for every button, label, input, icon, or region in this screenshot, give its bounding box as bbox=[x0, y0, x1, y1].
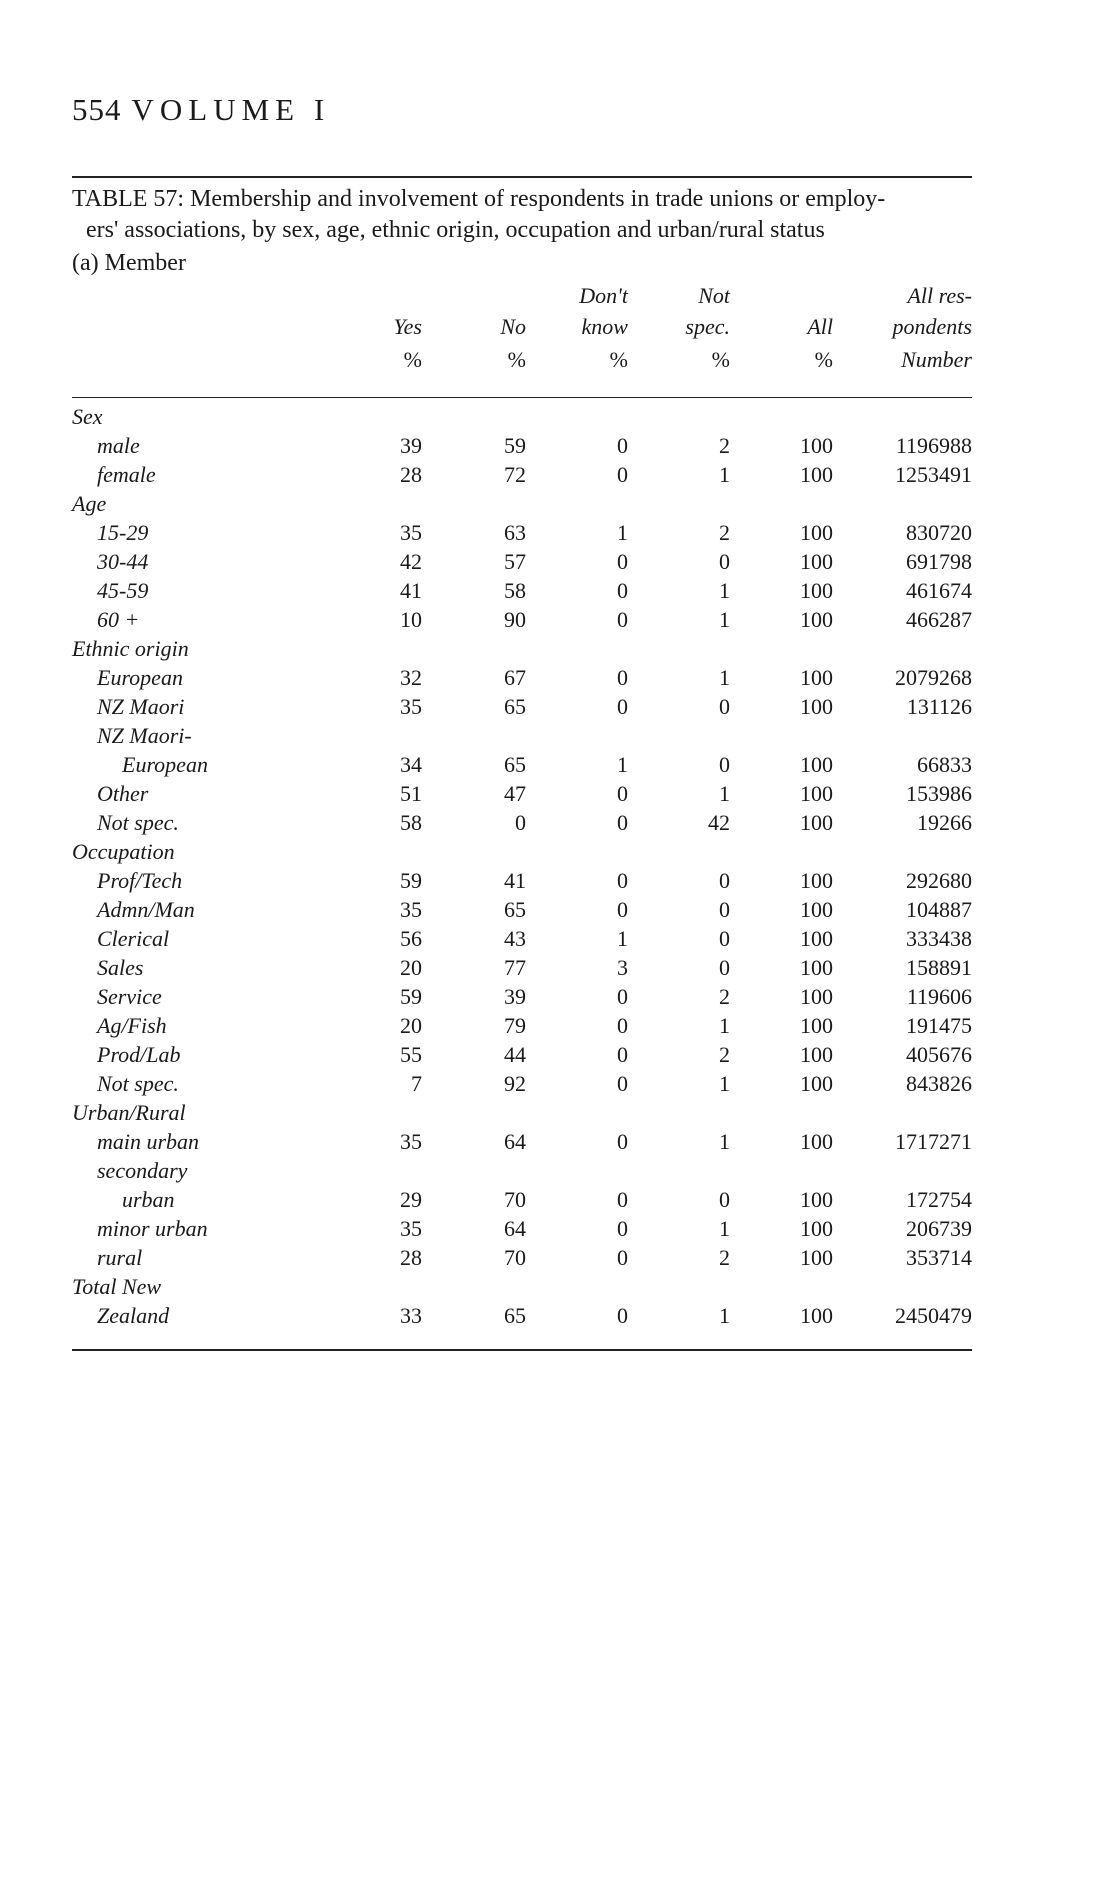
row-label: NZ Maori bbox=[97, 694, 185, 719]
cell-yes: 35 bbox=[400, 1216, 422, 1241]
cell-no: 63 bbox=[504, 520, 526, 545]
table-row bbox=[72, 605, 972, 634]
cell-num: 153986 bbox=[906, 781, 972, 806]
cell-all: 100 bbox=[800, 607, 833, 632]
cell-yes: 10 bbox=[400, 607, 422, 632]
cell-yes: 55 bbox=[400, 1042, 422, 1067]
row-label: rural bbox=[97, 1245, 143, 1270]
cell-ns: 0 bbox=[719, 926, 730, 951]
cell-all: 100 bbox=[800, 462, 833, 487]
col-header-yes: Yes bbox=[393, 314, 422, 339]
cell-num: 466287 bbox=[906, 607, 972, 632]
cell-dk: 1 bbox=[617, 752, 628, 777]
cell-no: 65 bbox=[504, 752, 526, 777]
cell-num: 843826 bbox=[906, 1071, 972, 1096]
cell-dk: 0 bbox=[617, 984, 628, 1009]
cell-no: 65 bbox=[504, 1303, 526, 1328]
cell-num: 1196988 bbox=[895, 433, 972, 458]
table-row bbox=[72, 721, 972, 750]
cell-dk: 0 bbox=[617, 578, 628, 603]
cell-no: 0 bbox=[515, 810, 526, 835]
page-number: 554 bbox=[72, 92, 122, 127]
cell-num: 691798 bbox=[906, 549, 972, 574]
cell-num: 104887 bbox=[906, 897, 972, 922]
cell-dk: 3 bbox=[617, 955, 628, 980]
cell-num: 353714 bbox=[906, 1245, 972, 1270]
cell-dk: 0 bbox=[617, 1303, 628, 1328]
col-header-dont-know: Don't know bbox=[579, 283, 628, 339]
cell-no: 43 bbox=[504, 926, 526, 951]
cell-ns: 1 bbox=[719, 462, 730, 487]
row-label: Urban/Rural bbox=[72, 1100, 186, 1125]
row-label: minor urban bbox=[97, 1216, 208, 1241]
cell-no: 57 bbox=[504, 549, 526, 574]
cell-no: 92 bbox=[504, 1071, 526, 1096]
row-label: main urban bbox=[97, 1129, 200, 1154]
cell-num: 119606 bbox=[906, 984, 972, 1009]
cell-all: 100 bbox=[800, 1129, 833, 1154]
col-header-not-spec: Not spec. bbox=[685, 283, 730, 339]
cell-all: 100 bbox=[800, 926, 833, 951]
col-unit-dont-know: % bbox=[609, 347, 628, 372]
cell-dk: 0 bbox=[617, 607, 628, 632]
cell-yes: 51 bbox=[400, 781, 422, 806]
table-row bbox=[72, 431, 972, 460]
col-unit-not-spec: % bbox=[711, 347, 730, 372]
cell-ns: 1 bbox=[719, 1013, 730, 1038]
cell-yes: 58 bbox=[400, 810, 422, 835]
cell-all: 100 bbox=[800, 433, 833, 458]
cell-all: 100 bbox=[800, 1187, 833, 1212]
cell-ns: 0 bbox=[719, 694, 730, 719]
cell-ns: 2 bbox=[719, 520, 730, 545]
cell-ns: 1 bbox=[719, 1071, 730, 1096]
cell-num: 2450479 bbox=[895, 1303, 972, 1328]
row-label: 60 + bbox=[97, 607, 140, 632]
cell-all: 100 bbox=[800, 1013, 833, 1038]
cell-ns: 0 bbox=[719, 868, 730, 893]
cell-dk: 1 bbox=[617, 926, 628, 951]
caption-line-1: TABLE 57: Membership and involvement of respondents in trade unions or employ- bbox=[72, 186, 886, 212]
table-top-rule bbox=[72, 176, 972, 178]
cell-ns: 0 bbox=[719, 897, 730, 922]
table-row bbox=[72, 1040, 972, 1069]
table-subheading: (a) Member bbox=[72, 250, 186, 276]
cell-no: 65 bbox=[504, 897, 526, 922]
cell-yes: 59 bbox=[400, 868, 422, 893]
cell-num: 292680 bbox=[906, 868, 972, 893]
cell-dk: 0 bbox=[617, 1187, 628, 1212]
cell-ns: 1 bbox=[719, 1303, 730, 1328]
cell-no: 64 bbox=[504, 1216, 526, 1241]
col-header-no: No bbox=[500, 314, 526, 339]
table-row bbox=[72, 547, 972, 576]
table-caption bbox=[72, 184, 972, 246]
cell-no: 39 bbox=[504, 984, 526, 1009]
cell-yes: 7 bbox=[411, 1071, 422, 1096]
cell-yes: 29 bbox=[400, 1187, 422, 1212]
cell-dk: 0 bbox=[617, 694, 628, 719]
cell-all: 100 bbox=[800, 810, 833, 835]
table-header-rule bbox=[72, 397, 972, 398]
table-row bbox=[72, 1069, 972, 1098]
row-label: European bbox=[122, 752, 208, 777]
cell-yes: 39 bbox=[400, 433, 422, 458]
cell-yes: 35 bbox=[400, 897, 422, 922]
row-label: 30-44 bbox=[97, 549, 149, 574]
table-row bbox=[72, 1214, 972, 1243]
cell-dk: 0 bbox=[617, 549, 628, 574]
cell-num: 830720 bbox=[906, 520, 972, 545]
row-label: Sales bbox=[97, 955, 144, 980]
cell-num: 19266 bbox=[917, 810, 972, 835]
cell-dk: 0 bbox=[617, 433, 628, 458]
table-row bbox=[72, 663, 972, 692]
cell-dk: 0 bbox=[617, 810, 628, 835]
cell-no: 41 bbox=[504, 868, 526, 893]
cell-ns: 1 bbox=[719, 1129, 730, 1154]
cell-dk: 0 bbox=[617, 665, 628, 690]
cell-no: 65 bbox=[504, 694, 526, 719]
cell-dk: 0 bbox=[617, 1216, 628, 1241]
table-row bbox=[72, 866, 972, 895]
table-row bbox=[72, 576, 972, 605]
cell-ns: 1 bbox=[719, 607, 730, 632]
cell-yes: 35 bbox=[400, 1129, 422, 1154]
cell-all: 100 bbox=[800, 868, 833, 893]
cell-num: 1717271 bbox=[895, 1129, 972, 1154]
cell-ns: 2 bbox=[719, 1245, 730, 1270]
row-label: Age bbox=[72, 491, 107, 516]
cell-num: 191475 bbox=[906, 1013, 972, 1038]
row-label: male bbox=[97, 433, 140, 458]
row-label: Other bbox=[97, 781, 149, 806]
cell-all: 100 bbox=[800, 1216, 833, 1241]
cell-dk: 0 bbox=[617, 462, 628, 487]
table-row bbox=[72, 518, 972, 547]
row-label: 15-29 bbox=[97, 520, 149, 545]
cell-all: 100 bbox=[800, 549, 833, 574]
row-label: Not spec. bbox=[97, 1071, 179, 1096]
col-header-all: All bbox=[807, 314, 833, 339]
table-row bbox=[72, 924, 972, 953]
cell-ns: 42 bbox=[708, 810, 730, 835]
cell-all: 100 bbox=[800, 1245, 833, 1270]
row-label: Not spec. bbox=[97, 810, 179, 835]
cell-yes: 33 bbox=[400, 1303, 422, 1328]
row-label: Sex bbox=[72, 404, 103, 429]
cell-ns: 1 bbox=[719, 578, 730, 603]
row-label: secondary bbox=[97, 1158, 188, 1183]
cell-all: 100 bbox=[800, 520, 833, 545]
cell-all: 100 bbox=[800, 955, 833, 980]
cell-yes: 42 bbox=[400, 549, 422, 574]
cell-no: 77 bbox=[504, 955, 526, 980]
table-row bbox=[72, 1185, 972, 1214]
cell-no: 79 bbox=[504, 1013, 526, 1038]
table-row bbox=[72, 1011, 972, 1040]
table-group-row bbox=[72, 1098, 972, 1127]
volume-title: VOLUME I bbox=[131, 92, 331, 127]
row-label: Prof/Tech bbox=[97, 868, 183, 893]
cell-ns: 0 bbox=[719, 549, 730, 574]
col-unit-all: % bbox=[814, 347, 833, 372]
cell-dk: 0 bbox=[617, 1245, 628, 1270]
row-label: Zealand bbox=[97, 1303, 170, 1328]
cell-dk: 0 bbox=[617, 1071, 628, 1096]
cell-ns: 2 bbox=[719, 984, 730, 1009]
caption-line-2: ers' associations, by sex, age, ethnic origin, occupation and urban/rural status bbox=[86, 217, 825, 243]
row-label: Prod/Lab bbox=[97, 1042, 181, 1067]
cell-ns: 1 bbox=[719, 781, 730, 806]
cell-all: 100 bbox=[800, 578, 833, 603]
col-header-all-respondents: All res- pondents bbox=[892, 283, 972, 339]
row-label: Occupation bbox=[72, 839, 175, 864]
cell-dk: 0 bbox=[617, 1042, 628, 1067]
cell-dk: 0 bbox=[617, 1129, 628, 1154]
table-row bbox=[72, 460, 972, 489]
col-unit-all-respondents: Number bbox=[901, 347, 972, 372]
cell-no: 70 bbox=[504, 1187, 526, 1212]
cell-yes: 20 bbox=[400, 955, 422, 980]
cell-dk: 0 bbox=[617, 781, 628, 806]
table-group-row bbox=[72, 1272, 972, 1301]
table-group-row bbox=[72, 402, 972, 431]
cell-num: 206739 bbox=[906, 1216, 972, 1241]
cell-all: 100 bbox=[800, 694, 833, 719]
cell-yes: 34 bbox=[400, 752, 422, 777]
table-row bbox=[72, 750, 972, 779]
cell-all: 100 bbox=[800, 752, 833, 777]
cell-num: 66833 bbox=[917, 752, 972, 777]
cell-ns: 0 bbox=[719, 1187, 730, 1212]
row-label: European bbox=[97, 665, 183, 690]
cell-all: 100 bbox=[800, 897, 833, 922]
cell-num: 405676 bbox=[906, 1042, 972, 1067]
cell-yes: 35 bbox=[400, 520, 422, 545]
cell-ns: 0 bbox=[719, 955, 730, 980]
cell-yes: 28 bbox=[400, 462, 422, 487]
table-bottom-rule bbox=[72, 1349, 972, 1351]
table-row bbox=[72, 779, 972, 808]
cell-all: 100 bbox=[800, 665, 833, 690]
cell-all: 100 bbox=[800, 1042, 833, 1067]
row-label: Service bbox=[97, 984, 162, 1009]
cell-yes: 28 bbox=[400, 1245, 422, 1270]
cell-all: 100 bbox=[800, 781, 833, 806]
cell-num: 1253491 bbox=[895, 462, 972, 487]
table-group-row bbox=[72, 489, 972, 518]
cell-ns: 1 bbox=[719, 665, 730, 690]
row-label: Ag/Fish bbox=[97, 1013, 167, 1038]
cell-ns: 2 bbox=[719, 433, 730, 458]
table-row bbox=[72, 1301, 972, 1330]
table-body bbox=[72, 402, 972, 1330]
cell-all: 100 bbox=[800, 1071, 833, 1096]
cell-yes: 41 bbox=[400, 578, 422, 603]
cell-ns: 2 bbox=[719, 1042, 730, 1067]
row-label: Total New bbox=[72, 1274, 162, 1299]
table-group-row bbox=[72, 634, 972, 663]
cell-num: 158891 bbox=[906, 955, 972, 980]
cell-no: 67 bbox=[504, 665, 526, 690]
col-unit-yes: % bbox=[403, 347, 422, 372]
table-row bbox=[72, 982, 972, 1011]
cell-dk: 0 bbox=[617, 1013, 628, 1038]
cell-num: 172754 bbox=[906, 1187, 972, 1212]
cell-dk: 0 bbox=[617, 868, 628, 893]
cell-no: 58 bbox=[504, 578, 526, 603]
cell-no: 59 bbox=[504, 433, 526, 458]
cell-no: 64 bbox=[504, 1129, 526, 1154]
cell-yes: 32 bbox=[400, 665, 422, 690]
row-label: NZ Maori- bbox=[97, 723, 192, 748]
row-label: female bbox=[97, 462, 156, 487]
cell-num: 461674 bbox=[906, 578, 972, 603]
cell-all: 100 bbox=[800, 984, 833, 1009]
table-row bbox=[72, 1127, 972, 1156]
table-row bbox=[72, 1156, 972, 1185]
row-label: Clerical bbox=[97, 926, 170, 951]
cell-no: 90 bbox=[504, 607, 526, 632]
table-row bbox=[72, 808, 972, 837]
cell-num: 131126 bbox=[906, 694, 972, 719]
table-row bbox=[72, 953, 972, 982]
cell-yes: 20 bbox=[400, 1013, 422, 1038]
page-header bbox=[72, 92, 330, 128]
cell-no: 47 bbox=[504, 781, 526, 806]
col-unit-no: % bbox=[507, 347, 526, 372]
table-row bbox=[72, 692, 972, 721]
table-group-row bbox=[72, 837, 972, 866]
table-row bbox=[72, 1243, 972, 1272]
row-label: urban bbox=[122, 1187, 175, 1212]
cell-yes: 59 bbox=[400, 984, 422, 1009]
cell-num: 2079268 bbox=[895, 665, 972, 690]
table-row bbox=[72, 895, 972, 924]
cell-yes: 56 bbox=[400, 926, 422, 951]
row-label: Admn/Man bbox=[97, 897, 195, 922]
cell-ns: 0 bbox=[719, 752, 730, 777]
cell-dk: 0 bbox=[617, 897, 628, 922]
cell-ns: 1 bbox=[719, 1216, 730, 1241]
cell-no: 72 bbox=[504, 462, 526, 487]
cell-num: 333438 bbox=[906, 926, 972, 951]
cell-no: 70 bbox=[504, 1245, 526, 1270]
cell-all: 100 bbox=[800, 1303, 833, 1328]
cell-yes: 35 bbox=[400, 694, 422, 719]
row-label: Ethnic origin bbox=[72, 636, 189, 661]
cell-no: 44 bbox=[504, 1042, 526, 1067]
row-label: 45-59 bbox=[97, 578, 149, 603]
cell-dk: 1 bbox=[617, 520, 628, 545]
